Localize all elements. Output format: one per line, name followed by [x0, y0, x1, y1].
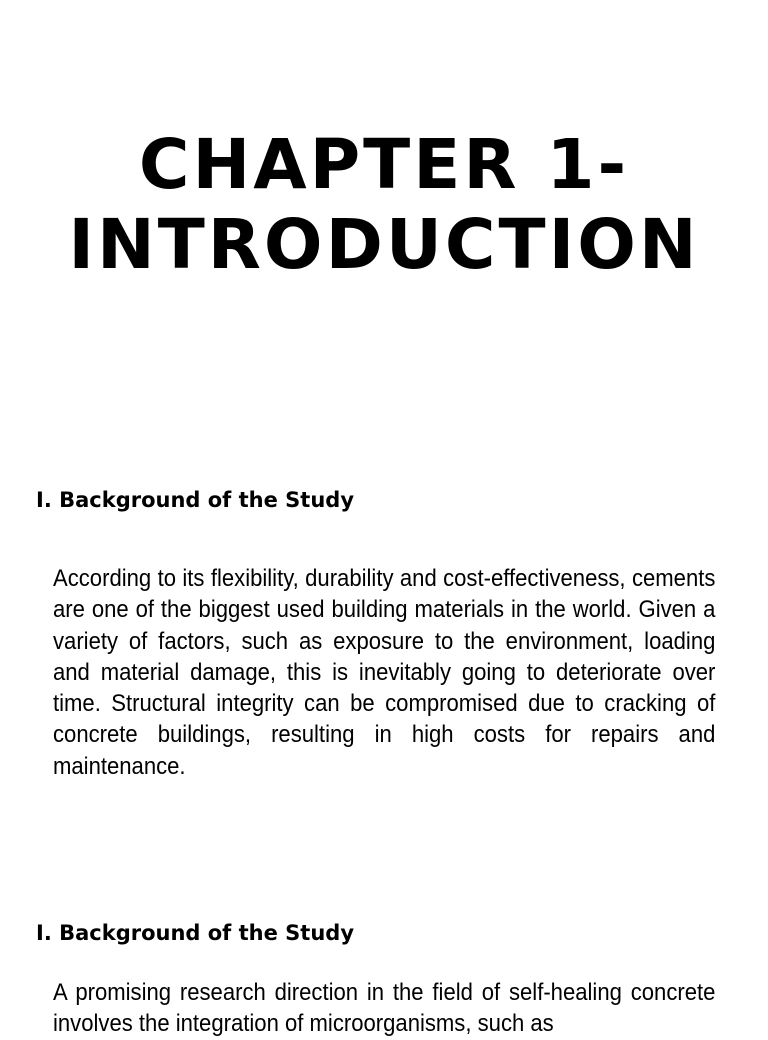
- section-heading: I. Background of the Study: [36, 488, 355, 512]
- chapter-title-line-1: CHAPTER 1-: [138, 125, 630, 205]
- chapter-title-line-2: INTRODUCTION: [68, 205, 700, 285]
- chapter-title: [0, 125, 768, 285]
- body-paragraph: A promising research direction in the field of self-healing concrete involves the integration of microorganisms, such as: [53, 979, 716, 1038]
- body-paragraph: According to its flexibility, durability and cost-effectiveness, cements are one of the biggest used building materials in the world. Given a variety of factors, such as exposure to the environment, loading and material damage, this is inevitably going to deteriorate over time. Structural integrity can be compromised due to cracking of concrete buildings, resulting in high costs for repairs and maintenance.: [53, 565, 716, 780]
- section-heading: I. Background of the Study: [36, 921, 355, 945]
